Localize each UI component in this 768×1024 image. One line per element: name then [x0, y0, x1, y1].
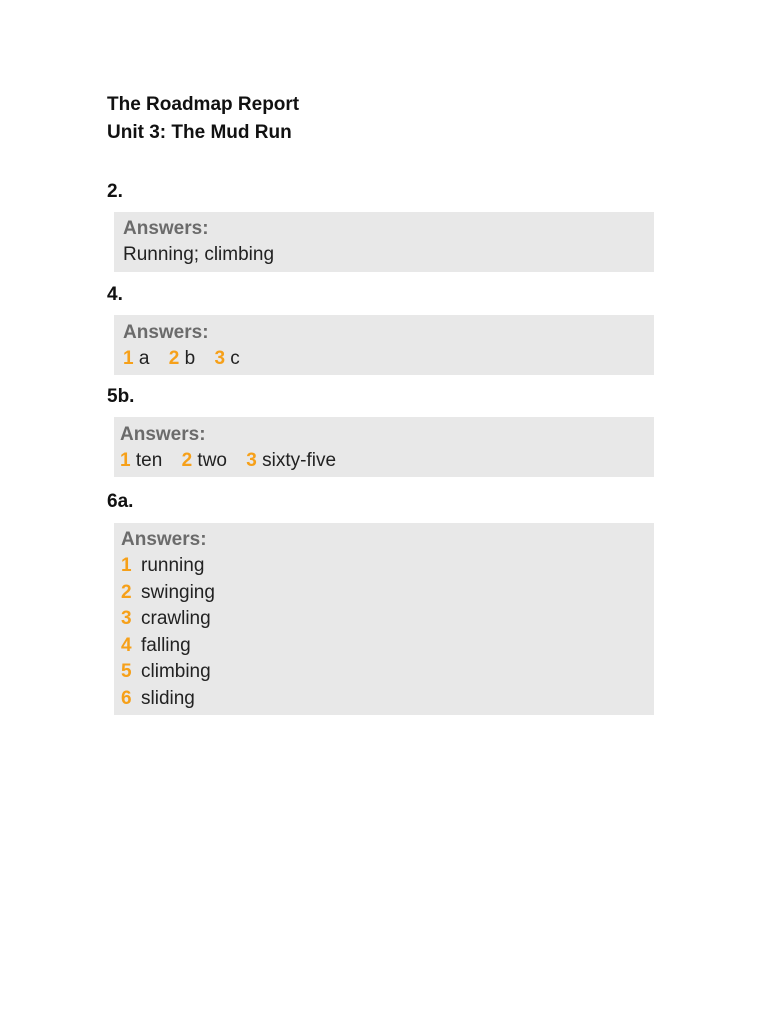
- answers-heading: Answers:: [123, 218, 209, 239]
- answer-value: falling: [141, 634, 191, 656]
- answer-number: 1: [121, 555, 132, 576]
- list-item: [121, 633, 654, 660]
- answer-number: 2: [121, 581, 132, 603]
- answer-item: [214, 346, 239, 372]
- answer-value: ten: [135, 450, 163, 471]
- answer-value: running: [141, 555, 205, 576]
- answer-number: 2: [181, 450, 193, 471]
- answer-number: 6: [121, 687, 132, 709]
- list-item: [121, 659, 654, 686]
- answer-number: 3: [246, 450, 257, 471]
- answer-item: [182, 448, 227, 474]
- document-title: The Roadmap Report: [107, 94, 300, 115]
- answer-number: 5: [121, 661, 132, 682]
- answer-number: 1: [123, 348, 134, 369]
- answer-value: sixty-five: [262, 450, 337, 471]
- section-label-5b: 5b.: [107, 386, 135, 407]
- answer-value: a: [138, 348, 150, 369]
- answers-heading: Answers:: [121, 529, 207, 550]
- answer-value: b: [184, 348, 196, 369]
- answer-box-5b: [114, 417, 654, 477]
- answer-number: 2: [168, 348, 180, 369]
- answer-value: sliding: [141, 687, 195, 709]
- section-label-6a: 6a.: [107, 491, 134, 512]
- document-subtitle: Unit 3: The Mud Run: [107, 122, 292, 143]
- answer-number: 3: [121, 608, 132, 629]
- answer-value: crawling: [141, 608, 211, 629]
- answer-item: [169, 346, 195, 372]
- answer-value: c: [230, 348, 240, 369]
- answer-item: [120, 448, 162, 474]
- answer-number: 1: [120, 450, 131, 471]
- answers-heading: Answers:: [120, 424, 206, 445]
- list-item: [121, 606, 654, 633]
- answer-box-2: [114, 212, 654, 272]
- answer-inline-list: [120, 448, 654, 474]
- list-item: [121, 686, 654, 713]
- answer-value: climbing: [141, 661, 211, 682]
- answer-box-6a: [114, 523, 654, 715]
- answer-number: 4: [121, 634, 132, 656]
- answer-value: two: [197, 450, 227, 471]
- answer-box-4: [114, 315, 654, 375]
- answer-number: 3: [214, 348, 226, 369]
- answer-value: swinging: [141, 581, 215, 603]
- answer-item: [123, 346, 149, 372]
- answer-numbered-list: [121, 553, 654, 712]
- list-item: [121, 553, 654, 580]
- answer-item: [246, 448, 336, 474]
- answer-text: Running; climbing: [123, 244, 275, 265]
- section-label-4: 4.: [107, 284, 123, 305]
- list-item: [121, 580, 654, 607]
- section-label-2: 2.: [107, 181, 123, 202]
- answer-inline-list: [123, 346, 654, 372]
- answers-heading: Answers:: [123, 322, 209, 343]
